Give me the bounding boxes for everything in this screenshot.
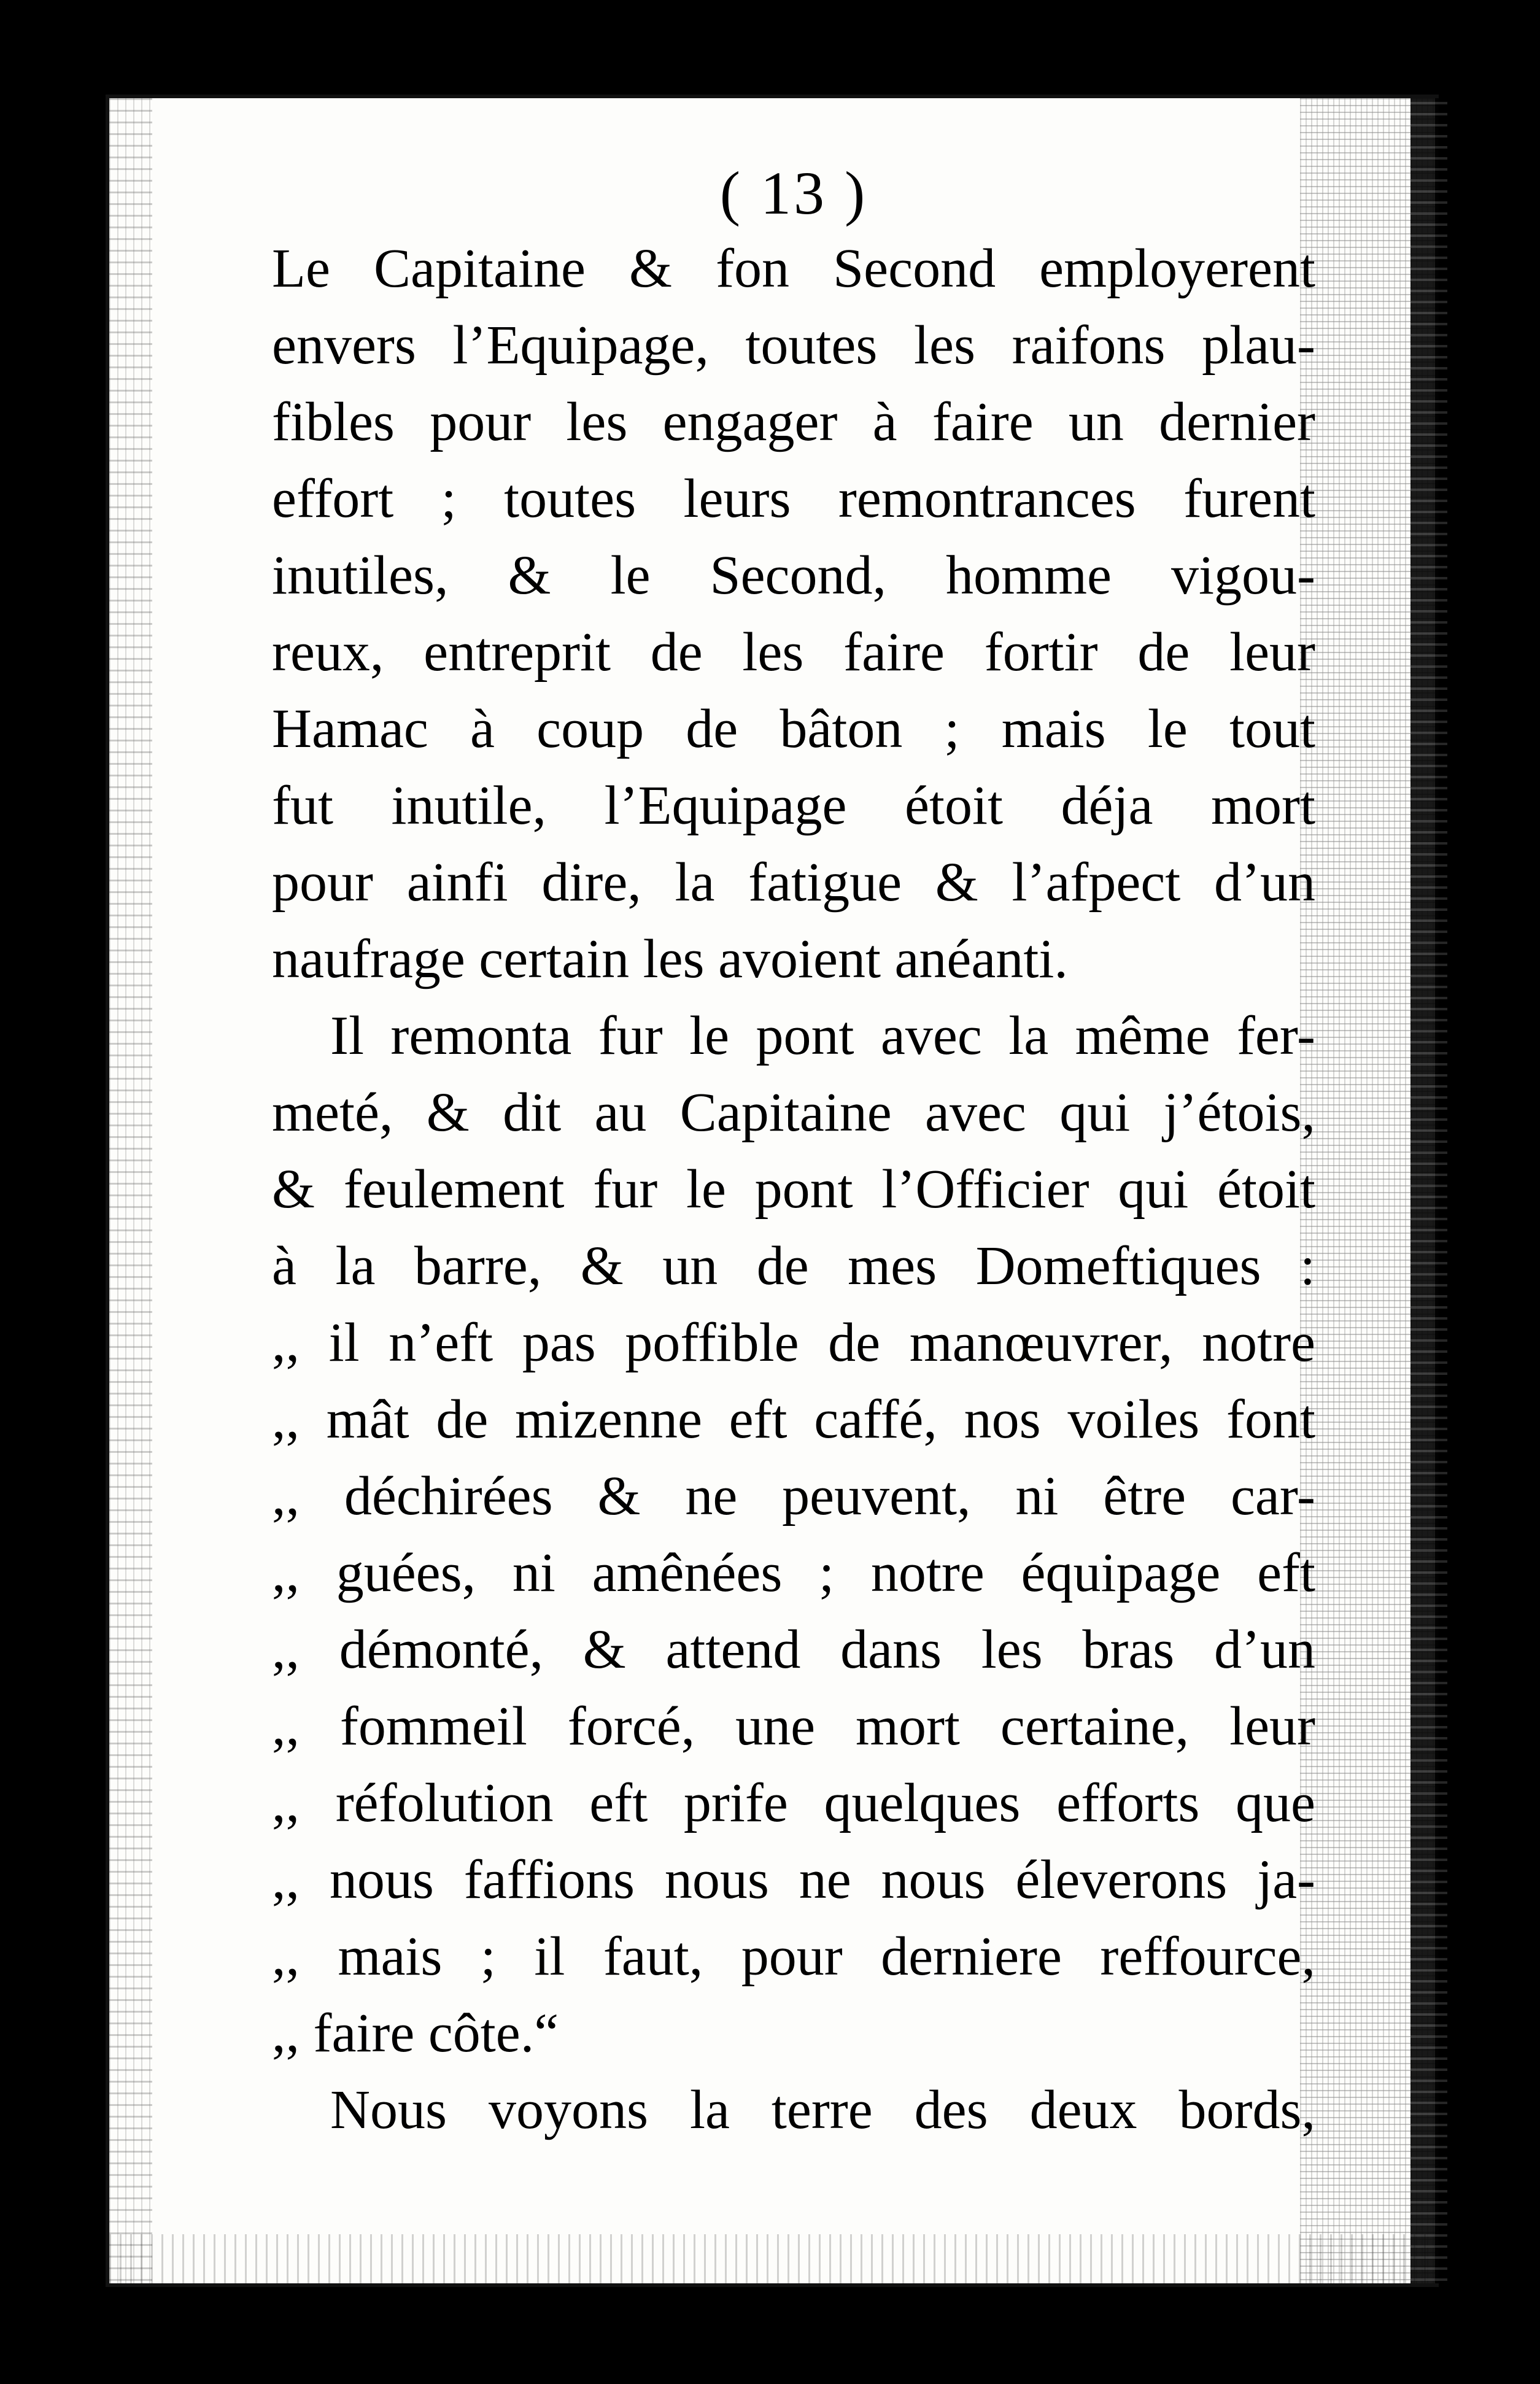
text-line: Hamac à coup de bâton ; mais le tout — [272, 699, 1315, 759]
quoted-line: ,, réfolution eft prife quelques efforts que — [272, 1773, 1315, 1833]
quoted-line: ,, mais ; il faut, pour derniere reffource, — [272, 1926, 1315, 1987]
text-line: à la barre, & un de mes Domeftiques : — [272, 1236, 1315, 1296]
quoted-line: ,, déchirées & ne peuvent, ni être car- — [272, 1466, 1315, 1527]
left-binding-edge — [109, 98, 152, 2283]
text-line: Il remonta fur le pont avec la même fer- — [330, 1005, 1315, 1066]
text-line: reux, entreprit de les faire fortir de leur — [272, 622, 1315, 683]
book-page — [109, 98, 1435, 2283]
text-line: pour ainfi dire, la fatigue & l’afpect d’un — [272, 852, 1315, 913]
bottom-edge-noise — [109, 2234, 1435, 2283]
text-line: fut inutile, l’Equipage étoit déja mort — [272, 775, 1315, 836]
quoted-line: ,, démonté, & attend dans les bras d’un — [272, 1619, 1315, 1680]
quoted-line: ,, fommeil forcé, une mort certaine, leur — [272, 1696, 1315, 1757]
text-line: Nous voyons la terre des deux bords, — [330, 2080, 1315, 2140]
text-line: inutiles, & le Second, homme vigou- — [272, 545, 1315, 606]
quoted-line: ,, guées, ni amênées ; notre équipage eft — [272, 1542, 1315, 1603]
text-line: naufrage certain les avoient anéanti. — [272, 929, 1068, 989]
text-line: fibles pour les engager à faire un dernier — [272, 392, 1315, 452]
text-line: envers l’Equipage, toutes les raifons plau- — [272, 315, 1315, 376]
page-number: ( 13 ) — [719, 159, 868, 227]
page-text — [272, 157, 1315, 2148]
quoted-line: ,, faire côte.“ — [272, 2003, 559, 2064]
text-line: meté, & dit au Capitaine avec qui j’étois, — [272, 1082, 1315, 1143]
quoted-line: ,, nous faffions nous ne nous éleverons ja- — [272, 1849, 1315, 1910]
quoted-line: ,, il n’eft pas poffible de manœuvrer, notre — [272, 1312, 1315, 1373]
text-line: & feulement fur le pont l’Officier qui étoit — [272, 1159, 1315, 1220]
text-line: Le Capitaine & fon Second employerent — [272, 238, 1315, 299]
right-page-stack — [1410, 98, 1447, 2283]
quoted-line: ,, mât de mizenne eft caffé, nos voiles font — [272, 1389, 1315, 1450]
text-line: effort ; toutes leurs remontrances furent — [272, 468, 1315, 529]
